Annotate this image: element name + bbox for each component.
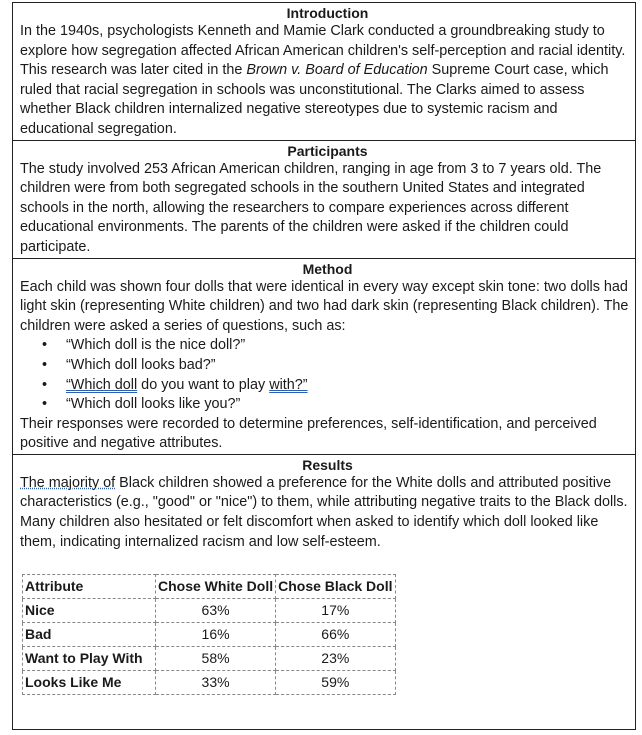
method-heading: Method [302, 260, 353, 277]
table-row [23, 647, 396, 671]
introduction-paragraph [20, 22, 635, 140]
table-header-row [23, 575, 396, 599]
attribute-cell: Nice [23, 599, 156, 623]
results-paragraph [20, 474, 635, 552]
value-cell: 63% [156, 599, 276, 623]
results-lead: The majority of [20, 474, 116, 491]
question-list [20, 336, 635, 414]
attribute-cell: Bad [23, 623, 156, 647]
results-heading: Results [302, 456, 353, 473]
question-3-part-1: “Which doll [66, 376, 138, 393]
document-page [12, 2, 636, 730]
value-cell: 33% [156, 671, 276, 695]
method-section [13, 259, 635, 455]
intro-case-name: Brown v. Board of Education [246, 62, 428, 79]
value-cell: 17% [276, 599, 395, 623]
participants-section [13, 141, 635, 259]
value-cell: 16% [156, 623, 276, 647]
question-item: • “Which doll looks bad?” [42, 356, 635, 376]
method-paragraph: Each child was shown four dolls that were identical in every way except skin tone: two dolls had light skin (representing White children) and two had dark skin (representing Black children). The children were asked a series of questions, such as: [20, 278, 629, 334]
results-section [13, 455, 635, 695]
value-cell: 23% [276, 647, 395, 671]
intro-text-1: In the 1940s, psychologists Kenneth and Mamie Clark conducted a groundbreaking study to explore how segregation affected African American children's self-perception and racial identity. This research was later cited in the [20, 23, 626, 79]
column-header: Attribute [23, 575, 156, 599]
question-3-part-3: with?” [269, 376, 308, 393]
column-header: Chose White Doll [156, 575, 276, 599]
participants-paragraph: The study involved 253 African American children, ranging in age from 3 to 7 years old. The children were from both segregated schools in the southern United States and integrated schools in the north, allowing the researchers to compare experiences across different educational environments. The parents of the children were asked if the children could participate. [20, 160, 602, 255]
attribute-cell: Want to Play With [23, 647, 156, 671]
question-item [42, 376, 635, 396]
question-item: • “Which doll looks like you?” [42, 395, 635, 415]
table-row [23, 599, 396, 623]
value-cell: 58% [156, 647, 276, 671]
results-text: Black children showed a preference for the White dolls and attributed positive characteristics (e.g., "good" or "nice") to them, while attributing negative traits to the Black dolls. Many children also hesitated or felt discomfort when asked to identify which doll looked like them, indicating internalized racism and low self-esteem. [20, 474, 628, 550]
results-table [22, 574, 396, 695]
participants-heading: Participants [287, 142, 368, 159]
value-cell: 59% [276, 671, 395, 695]
question-item: • “Which doll is the nice doll?” [42, 336, 635, 356]
introduction-heading: Introduction [286, 5, 369, 21]
table-row [23, 671, 396, 695]
method-closing: Their responses were recorded to determine preferences, self-identification, and perceived positive and negative attributes. [20, 415, 597, 452]
introduction-section [13, 3, 635, 141]
column-header: Chose Black Doll [276, 575, 395, 599]
table-row [23, 623, 396, 647]
intro-text-2: Supreme Court case, which ruled that racial segregation in schools was unconstitutional. The Clarks aimed to assess whether Black children internalized negative stereotypes due to systemic racism and educational segregation. [20, 62, 609, 137]
attribute-cell: Looks Like Me [23, 671, 156, 695]
question-3-part-2: do you want to play [137, 376, 270, 393]
value-cell: 66% [276, 623, 395, 647]
